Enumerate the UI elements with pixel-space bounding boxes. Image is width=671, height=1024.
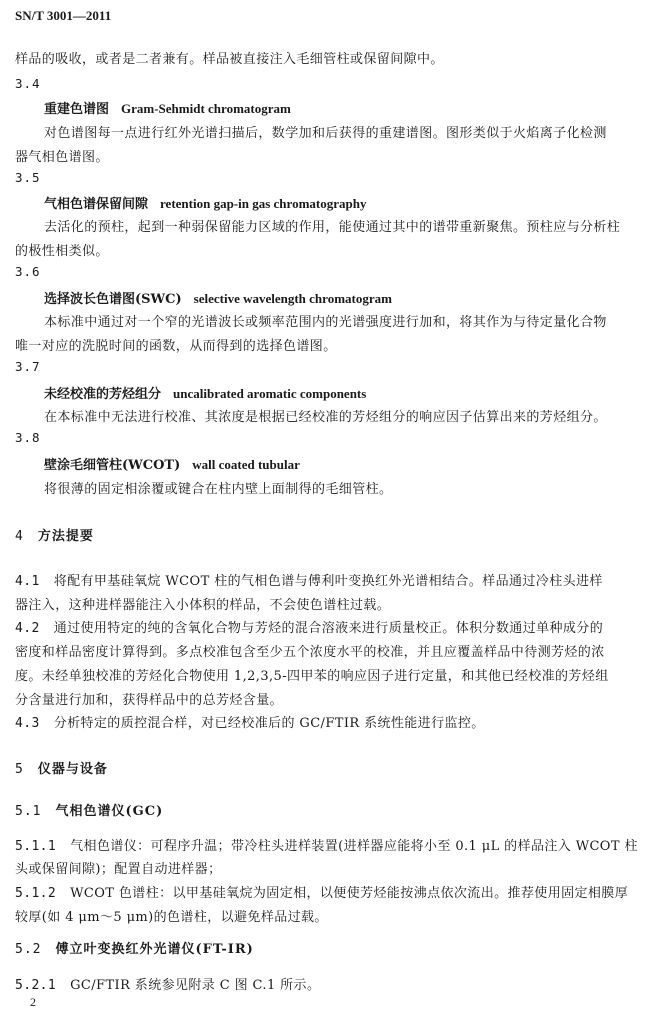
clause-text: 头或保留间隙)；配置自动进样器； — [15, 862, 222, 877]
clause-text: 较厚(如 4 μm～5 μm)的色谱柱，以避免样品过载。 — [15, 910, 328, 925]
definition-line: 的极性相类似。 — [15, 244, 109, 259]
term-en: selective wavelength chromatogram — [193, 291, 392, 306]
clause-text: 分析特定的质控混合样，对已经校准后的 GC/FTIR 系统性能进行监控。 — [53, 716, 485, 731]
clause-text: 通过使用特定的纯的含氧化合物与芳烃的混合溶液来进行质量校正。体积分数通过单种成分的 — [53, 621, 604, 636]
term-zh: 气相色谱保留间隙 — [44, 197, 149, 212]
clause-number: 4.2 — [15, 621, 40, 636]
intro-line: 样品的吸收，或者是二者兼有。样品被直接注入毛细管柱或保留间隙中。 — [15, 52, 444, 67]
subsection-number: 5.1 — [15, 804, 42, 819]
section-number: 5 — [15, 762, 24, 777]
clause-number: 4.1 — [15, 574, 40, 589]
clause-line — [15, 974, 320, 993]
standard-number: SN/T 3001—2011 — [15, 8, 112, 23]
clause-text: 器注入，这种进样器能注入小体积的样品，不会使色谱柱过载。 — [15, 598, 391, 613]
clause-number: 3.7 — [15, 359, 41, 374]
subsection-title: 傅立叶变换红外光谱仪(FT-IR) — [55, 942, 254, 957]
clause-line — [15, 835, 638, 854]
clause-text: 将配有甲基硅氧烷 WCOT 柱的气相色谱与傅利叶变换红外光谱相结合。样品通过冷柱头进样 — [53, 574, 603, 589]
term-zh: 壁涂毛细管柱(WCOT) — [44, 458, 181, 473]
clause-line — [15, 712, 485, 731]
section-title: 仪器与设备 — [37, 762, 108, 777]
page-number: 2 — [30, 995, 36, 1009]
section-heading — [15, 758, 108, 777]
clause-text: GC/FTIR 系统参见附录 C 图 C.1 所示。 — [70, 978, 321, 993]
term-zh: 未经校准的芳烃组分 — [44, 387, 162, 402]
definition-line: 去活化的预柱，起到一种弱保留能力区域的作用，能使通过其中的谱带重新聚焦。预柱应与分析柱 — [44, 220, 621, 235]
clause-number: 3.6 — [15, 264, 41, 279]
term-heading — [44, 454, 300, 473]
term-heading — [44, 98, 291, 117]
section-heading — [15, 525, 94, 544]
clause-number: 3.5 — [15, 170, 41, 185]
term-heading — [44, 383, 366, 402]
clause-number: 5.2.1 — [15, 978, 57, 993]
clause-text: 度。未经单独校准的芳烃化合物使用 1,2,3,5-四甲苯的响应因子进行定量，和其他已经校准的芳烃组 — [15, 669, 609, 684]
clause-number: 3.8 — [15, 430, 41, 445]
term-heading — [44, 193, 366, 212]
clause-text: 密度和样品密度计算得到。多点校准包含至少五个浓度水平的校准，并且应覆盖样品中待测芳烃的浓 — [15, 645, 605, 660]
clause-text: WCOT 色谱柱：以甲基硅氧烷为固定相，以便使芳烃能按沸点依次流出。推荐使用固定相膜厚 — [70, 886, 629, 901]
term-heading — [44, 288, 392, 307]
term-zh: 选择波长色谱图(SWC) — [44, 292, 182, 307]
definition-line: 在本标准中无法进行校准、其浓度是根据已经校准的芳烃组分的响应因子估算出来的芳烃组分。 — [44, 410, 607, 425]
term-en: wall coated tubular — [192, 457, 300, 472]
subsection-number: 5.2 — [15, 942, 42, 957]
definition-line: 唯一对应的洗脱时间的函数，从而得到的选择色谱图。 — [15, 339, 337, 354]
clause-line — [15, 570, 603, 589]
clause-number: 5.1.2 — [15, 886, 57, 901]
clause-number: 5.1.1 — [15, 839, 57, 854]
term-en: retention gap-in gas chromatography — [160, 196, 367, 211]
definition-line: 本标准中通过对一个窄的光谱波长或频率范围内的光谱强度进行加和，将其作为与待定量化合物 — [44, 315, 607, 330]
clause-line — [15, 617, 603, 636]
clause-text: 分含量进行加和，获得样品中的总芳烃含量。 — [15, 693, 284, 708]
clause-line — [15, 882, 628, 901]
section-number: 4 — [15, 529, 24, 544]
section-title: 方法提要 — [37, 529, 94, 544]
term-zh: 重建色谱图 — [44, 102, 110, 117]
term-en: uncalibrated aromatic components — [173, 386, 367, 401]
definition-line: 器气相色谱图。 — [15, 150, 109, 165]
subsection-heading — [15, 938, 254, 957]
definition-line: 对色谱图每一点进行红外光谱扫描后，数学加和后获得的重建谱图。图形类似于火焰离子化检测 — [44, 126, 607, 141]
subsection-title: 气相色谱仪(GC) — [55, 804, 164, 819]
clause-text: 气相色谱仪：可程序升温；带冷柱头进样装置(进样器应能将小至 0.1 μL 的样品注入 WCOT 柱 — [70, 839, 638, 854]
subsection-heading — [15, 800, 163, 819]
clause-number: 3.4 — [15, 76, 41, 91]
definition-line: 将很薄的固定相涂覆或键合在柱内壁上面制得的毛细管柱。 — [44, 482, 393, 497]
clause-number: 4.3 — [15, 716, 40, 731]
term-en: Gram-Sehmidt chromatogram — [121, 101, 291, 116]
